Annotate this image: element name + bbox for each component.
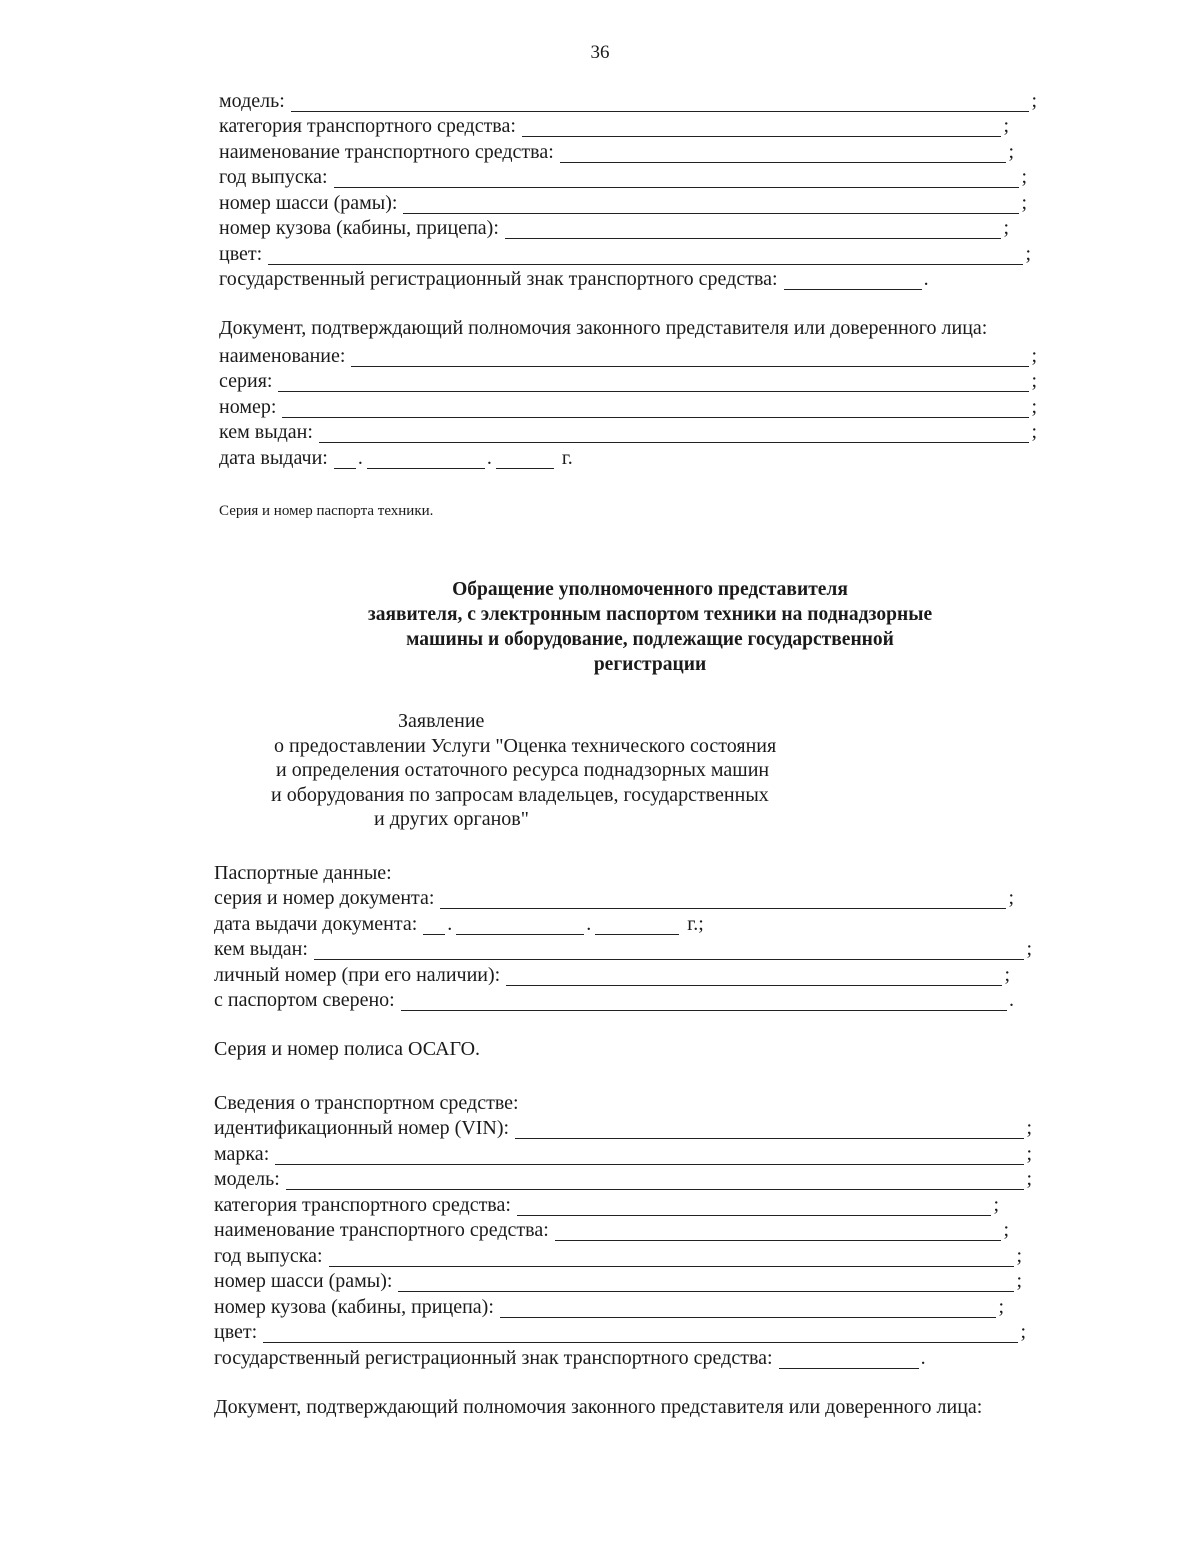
field-label: наименование транспортного средства: bbox=[219, 140, 554, 163]
form-row: марка: ; bbox=[214, 1142, 1032, 1165]
brand-field[interactable] bbox=[275, 1145, 1024, 1165]
plate-field[interactable] bbox=[779, 1349, 919, 1369]
form-row: кем выдан: ; bbox=[219, 421, 1037, 443]
form-row: номер кузова (кабины, прицепа): ; bbox=[219, 217, 1009, 239]
statement-title: Заявление bbox=[398, 710, 485, 732]
authority-doc-heading: Документ, подтверждающий полномочия законного представителя или доверенного лица: bbox=[214, 1395, 983, 1418]
form-row: цвет: ; bbox=[219, 242, 1031, 265]
vehicle-info-block-1 bbox=[219, 86, 1049, 524]
vehicle-name-field[interactable] bbox=[555, 1221, 1002, 1241]
issue-year-field[interactable] bbox=[496, 449, 554, 469]
field-label: цвет: bbox=[219, 242, 263, 265]
field-label: дата выдачи документа: bbox=[214, 912, 418, 935]
field-label: дата выдачи: bbox=[219, 446, 328, 469]
chassis-field[interactable] bbox=[398, 1272, 1014, 1292]
section-heading: Обращение уполномоченного представителя заявителя, с электронным паспортом техники на поднадзорные машины и оборудование, подлежащие государственной регистрации bbox=[367, 579, 933, 675]
vin-field[interactable] bbox=[515, 1119, 1024, 1139]
field-label: марка: bbox=[214, 1142, 270, 1165]
issue-month-field[interactable] bbox=[367, 449, 485, 469]
field-label: кем выдан: bbox=[219, 421, 313, 443]
authority-issued-by-field[interactable] bbox=[319, 423, 1029, 443]
authority-series-field[interactable] bbox=[278, 372, 1029, 392]
authority-doc-heading: Документ, подтверждающий полномочия законного представителя или доверенного лица: bbox=[219, 317, 988, 339]
field-label: номер кузова (кабины, прицепа): bbox=[214, 1295, 494, 1318]
field-label: номер шасси (рамы): bbox=[214, 1270, 393, 1292]
form-row: категория транспортного средства: ; bbox=[219, 115, 1009, 137]
verified-field[interactable] bbox=[401, 991, 1007, 1011]
form-row: номер шасси (рамы): ; bbox=[214, 1270, 1022, 1292]
category-field[interactable] bbox=[522, 117, 1002, 137]
form-row: год выпуска: ; bbox=[214, 1244, 1022, 1267]
passport-and-vehicle-block-2 bbox=[214, 858, 1044, 1420]
field-label: личный номер (при его наличии): bbox=[214, 963, 501, 986]
field-label: категория транспортного средства: bbox=[219, 115, 516, 137]
field-label: модель: bbox=[214, 1168, 280, 1190]
field-label: наименование транспортного средства: bbox=[214, 1219, 549, 1241]
form-row: государственный регистрационный знак транспортного средства: . bbox=[214, 1346, 926, 1369]
form-row: дата выдачи документа: . . г.; bbox=[214, 912, 704, 935]
vehicle-heading: Сведения о транспортном средстве: bbox=[214, 1091, 519, 1114]
form-row: номер: ; bbox=[219, 395, 1037, 418]
form-row: номер кузова (кабины, прицепа): ; bbox=[214, 1295, 1004, 1318]
form-row: модель: ; bbox=[214, 1168, 1032, 1190]
field-label: номер кузова (кабины, прицепа): bbox=[219, 217, 499, 239]
field-label: номер шасси (рамы): bbox=[219, 191, 398, 214]
form-row: личный номер (при его наличии): ; bbox=[214, 963, 1010, 986]
statement-title-block: Заявление о предоставлении Услуги "Оценка технического состояния и определения остаточного ресурса поднадзорных машин и оборудования по запросам владельцев, государственных и других органов" bbox=[250, 709, 850, 832]
form-row: наименование транспортного средства: ; bbox=[214, 1219, 1009, 1241]
color-field[interactable] bbox=[263, 1323, 1018, 1343]
field-label: кем выдан: bbox=[214, 938, 308, 960]
body-number-field[interactable] bbox=[505, 219, 1002, 239]
form-row: дата выдачи: . . г. bbox=[219, 446, 573, 469]
doc-month-field[interactable] bbox=[456, 915, 584, 935]
field-label: государственный регистрационный знак транспортного средства: bbox=[219, 268, 778, 290]
model-field[interactable] bbox=[286, 1170, 1025, 1190]
doc-year-field[interactable] bbox=[595, 915, 679, 935]
form-row: год выпуска: ; bbox=[219, 166, 1027, 188]
field-label: государственный регистрационный знак транспортного средства: bbox=[214, 1346, 773, 1369]
plate-field[interactable] bbox=[784, 270, 922, 290]
form-row: наименование транспортного средства: ; bbox=[219, 140, 1014, 163]
model-field[interactable] bbox=[291, 92, 1030, 112]
body-number-field[interactable] bbox=[500, 1298, 997, 1318]
field-label: год выпуска: bbox=[219, 166, 328, 188]
field-label: категория транспортного средства: bbox=[214, 1193, 511, 1216]
doc-issued-by-field[interactable] bbox=[314, 940, 1024, 960]
form-row: модель: ; bbox=[219, 89, 1037, 112]
tech-passport-note: Серия и номер паспорта техники. bbox=[219, 502, 434, 519]
form-row: номер шасси (рамы): ; bbox=[219, 191, 1027, 214]
authority-name-field[interactable] bbox=[351, 347, 1029, 367]
field-label: цвет: bbox=[214, 1321, 258, 1343]
field-label: серия и номер документа: bbox=[214, 887, 435, 909]
doc-number-field[interactable] bbox=[440, 889, 1006, 909]
category-field[interactable] bbox=[517, 1196, 992, 1216]
field-label: модель: bbox=[219, 89, 285, 112]
form-row: категория транспортного средства: ; bbox=[214, 1193, 999, 1216]
color-field[interactable] bbox=[268, 245, 1023, 265]
field-label: идентификационный номер (VIN): bbox=[214, 1117, 510, 1139]
field-label: год выпуска: bbox=[214, 1244, 323, 1267]
year-field[interactable] bbox=[329, 1247, 1015, 1267]
year-field[interactable] bbox=[334, 168, 1020, 188]
form-row: серия: ; bbox=[219, 370, 1037, 392]
field-label: серия: bbox=[219, 370, 273, 392]
form-row: государственный регистрационный знак транспортного средства: . bbox=[219, 268, 929, 290]
page-number: 36 bbox=[590, 42, 610, 63]
chassis-field[interactable] bbox=[403, 194, 1019, 214]
form-row: кем выдан: ; bbox=[214, 938, 1032, 960]
form-row: с паспортом сверено: . bbox=[214, 989, 1014, 1011]
form-row: идентификационный номер (VIN): ; bbox=[214, 1117, 1032, 1139]
field-label: с паспортом сверено: bbox=[214, 989, 395, 1011]
passport-heading: Паспортные данные: bbox=[214, 861, 392, 884]
form-row: цвет: ; bbox=[214, 1321, 1026, 1343]
osago-note: Серия и номер полиса ОСАГО. bbox=[214, 1038, 481, 1060]
field-label: наименование: bbox=[219, 344, 346, 367]
authority-number-field[interactable] bbox=[282, 398, 1029, 418]
form-row: серия и номер документа: ; bbox=[214, 887, 1014, 909]
issue-day-field[interactable] bbox=[334, 449, 356, 469]
personal-number-field[interactable] bbox=[506, 966, 1002, 986]
field-label: номер: bbox=[219, 395, 277, 418]
form-row: наименование: ; bbox=[219, 344, 1037, 367]
vehicle-name-field[interactable] bbox=[560, 143, 1007, 163]
doc-day-field[interactable] bbox=[423, 915, 445, 935]
